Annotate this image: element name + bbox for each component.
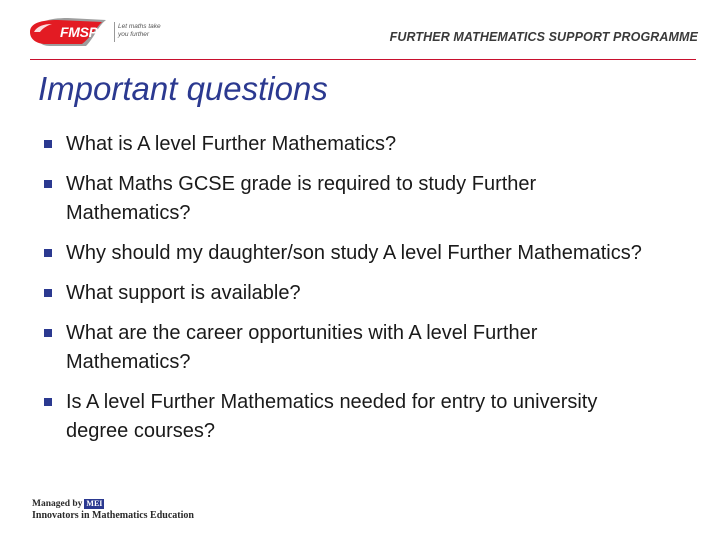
organisation-name: Innovators in Mathematics Education: [32, 510, 194, 521]
question-item: [44, 239, 664, 268]
question-item: [44, 319, 664, 377]
logo-name: FMSP: [60, 24, 98, 40]
question-item: [44, 388, 664, 446]
square-bullet-icon: [44, 249, 52, 257]
managed-by-line: [32, 499, 222, 510]
question-list: [44, 130, 664, 457]
logo-tagline: Let maths take you further: [118, 23, 161, 38]
question-text: What is A level Further Mathematics?: [66, 133, 397, 155]
mei-mark: MEI: [86, 499, 103, 508]
square-bullet-icon: [44, 140, 52, 148]
square-bullet-icon: [44, 180, 52, 188]
question-text: What are the career opportunities with A level Further Mathematics?: [66, 322, 538, 373]
mei-footer-logo: [32, 499, 222, 523]
square-bullet-icon: [44, 289, 52, 297]
page-title: Important questions: [38, 70, 328, 107]
logo-divider: [114, 22, 115, 42]
question-text: What support is available?: [66, 282, 301, 304]
square-bullet-icon: [44, 398, 52, 406]
managed-by-label: Managed by: [32, 499, 83, 509]
question-item: [44, 170, 664, 228]
square-bullet-icon: [44, 329, 52, 337]
header-divider: [30, 59, 696, 60]
question-text: Why should my daughter/son study A level Further Mathematics?: [66, 242, 642, 264]
question-text: What Maths GCSE grade is required to study Further Mathematics?: [66, 173, 537, 224]
question-item: [44, 130, 664, 159]
fmsp-logo: [28, 14, 161, 52]
programme-title: FURTHER MATHEMATICS SUPPORT PROGRAMME: [389, 30, 698, 44]
question-text: Is A level Further Mathematics needed for entry to university degree courses?: [66, 391, 598, 442]
question-item: [44, 279, 664, 308]
